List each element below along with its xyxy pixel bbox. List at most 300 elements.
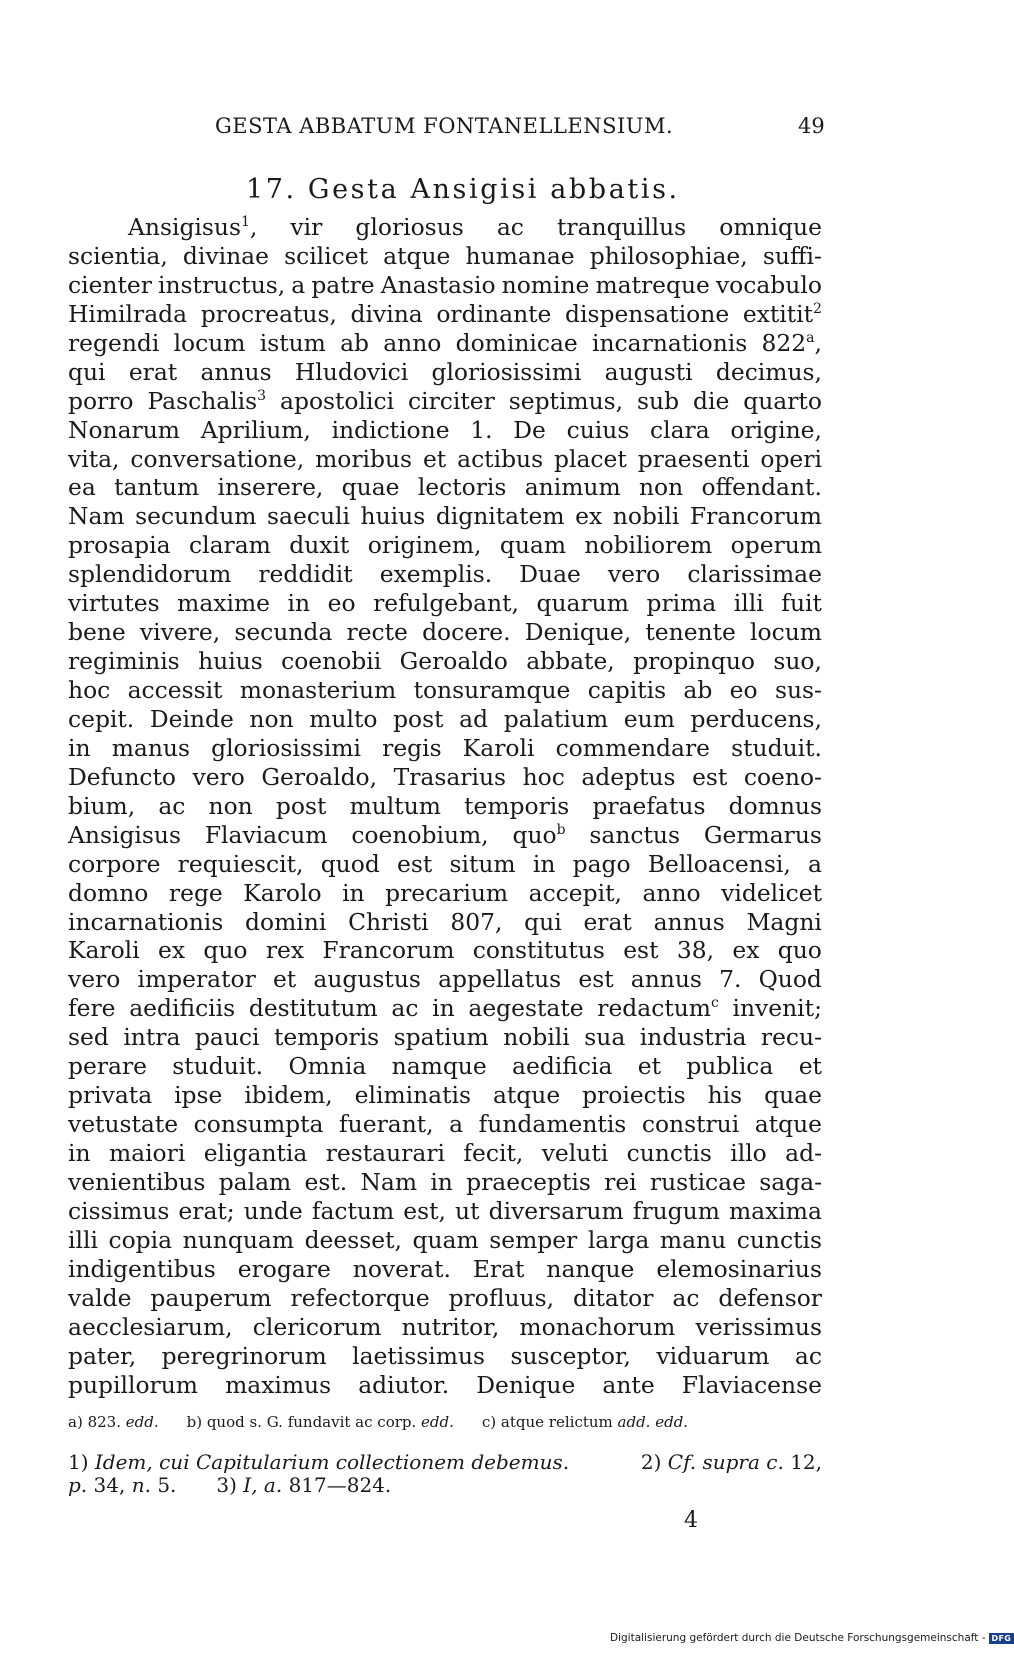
text-line — [68, 589, 822, 618]
word: Erat — [472, 1254, 525, 1283]
apparatus-note: b) quod s. G. fundavit ac corp. edd. — [186, 1413, 454, 1431]
word: frugum — [632, 1196, 720, 1225]
word: non — [249, 704, 294, 733]
word: manus — [111, 733, 190, 762]
text-line — [68, 242, 822, 271]
word: 822$^a$, — [761, 328, 822, 357]
word: peregrinorum — [161, 1341, 327, 1370]
word: nobili — [503, 1023, 570, 1052]
word: quo$^b$ — [512, 820, 566, 849]
word: tantum — [114, 473, 200, 502]
word: Ansigisus$^1$, — [128, 213, 258, 241]
apparatus-note-ital: edd. — [421, 1413, 454, 1431]
word: est — [397, 849, 433, 878]
word: in — [430, 1167, 453, 1196]
text-line — [68, 1226, 822, 1255]
word: huius — [198, 647, 263, 676]
word: precarium — [385, 878, 509, 907]
text-line — [68, 1342, 822, 1371]
word: non — [208, 791, 253, 820]
word: et — [637, 1052, 661, 1081]
text-line — [68, 792, 822, 821]
text-line — [68, 1081, 822, 1110]
word: redactum$^c$ — [597, 994, 719, 1023]
apparatus-note-ital: add. edd. — [617, 1413, 689, 1431]
word: annus — [653, 907, 725, 936]
text-line — [68, 1139, 822, 1168]
word: claram — [188, 531, 271, 560]
word: privata — [68, 1081, 153, 1110]
text-line — [68, 734, 822, 763]
footnote-2-page-abbrev: p. — [68, 1473, 88, 1497]
word: domno — [68, 878, 149, 907]
word: atque — [754, 1110, 822, 1139]
word: namque — [391, 1052, 487, 1081]
word: situm — [449, 849, 516, 878]
word: sanctus — [589, 820, 680, 849]
word: temporis — [464, 791, 570, 820]
word: cienter — [68, 270, 152, 299]
word: eo — [327, 589, 356, 618]
text-line — [68, 850, 822, 879]
text-line — [68, 560, 822, 589]
text-line — [68, 531, 822, 560]
footnote-3-years: 817—824. — [288, 1473, 392, 1497]
word: bium, — [68, 791, 136, 820]
word: aegestate — [468, 994, 584, 1023]
word: defensor — [718, 1283, 822, 1312]
word: Quod — [758, 965, 822, 994]
word: vita, — [68, 444, 120, 473]
word: quam — [499, 531, 567, 560]
word: anno — [642, 878, 701, 907]
apparatus-footnotes — [68, 1413, 688, 1431]
text-line — [68, 618, 822, 647]
text-line — [68, 763, 822, 792]
word: sub — [637, 386, 680, 415]
word: fundamentis — [478, 1110, 627, 1139]
word: ordinante — [436, 299, 552, 328]
text-line — [68, 387, 822, 416]
word: 807, — [450, 907, 503, 936]
word: docere. — [422, 618, 511, 647]
word: veluti — [541, 1139, 609, 1167]
word: eliminatis — [354, 1081, 471, 1110]
word: atque — [383, 241, 451, 270]
text-line — [68, 1197, 822, 1226]
explanatory-footnotes — [68, 1451, 822, 1497]
word: divina — [350, 299, 423, 328]
word: pater, — [68, 1341, 137, 1370]
text-line — [68, 1371, 822, 1400]
word: propinquo — [633, 647, 755, 676]
footnote-2 — [641, 1451, 822, 1474]
word: Karoli — [462, 733, 535, 762]
word: 1. — [470, 415, 493, 444]
word: annus — [200, 357, 272, 386]
text-line — [68, 676, 822, 705]
word: fuerant, — [339, 1110, 434, 1139]
word: laetissimus — [352, 1341, 486, 1370]
word: conversatione, — [130, 444, 305, 473]
word: huius — [360, 502, 426, 531]
word: indictione — [331, 415, 450, 444]
word: gloriosus — [355, 213, 464, 241]
word: scilicet — [284, 241, 368, 270]
word: augustus — [313, 965, 421, 994]
text-line — [68, 1284, 822, 1313]
word: perducens, — [690, 704, 822, 733]
word: Nam — [360, 1167, 418, 1196]
word: dominicae — [455, 328, 578, 357]
word: erat — [583, 907, 632, 936]
word: animum — [524, 473, 621, 502]
word: matreque — [595, 270, 710, 299]
word: nobiliorem — [584, 531, 713, 560]
word: susceptor, — [510, 1341, 631, 1370]
word: humanae — [465, 241, 575, 270]
word: ab — [340, 328, 369, 357]
word: vivere, — [139, 618, 221, 647]
word: maximus — [225, 1370, 332, 1399]
word: Hludovici — [294, 357, 409, 386]
word: instructus, — [158, 270, 286, 299]
word: quam — [412, 1225, 479, 1254]
word: in — [68, 733, 91, 762]
word: perare — [68, 1052, 147, 1081]
word: et — [422, 444, 447, 473]
word: saeculi — [267, 502, 350, 531]
word: Belloacensi, — [647, 849, 791, 878]
word: indigentibus — [68, 1254, 216, 1283]
word: Geroaldo — [399, 647, 508, 676]
word: hoc — [68, 676, 111, 704]
word: coenobii — [281, 647, 382, 676]
word: proiectis — [582, 1081, 686, 1110]
word: spatium — [393, 1023, 489, 1052]
text-line — [68, 473, 822, 502]
word: istum — [259, 328, 326, 357]
word: in — [432, 994, 455, 1023]
word: coenobium, — [351, 820, 489, 849]
word: maiori — [108, 1139, 186, 1167]
word: quarum — [536, 589, 629, 618]
text-line — [68, 1052, 822, 1081]
word: secunda — [234, 618, 333, 647]
word: placet — [554, 444, 627, 473]
text-line — [68, 647, 822, 676]
word: cissimus — [68, 1196, 170, 1225]
word: illi — [733, 589, 764, 618]
word: in — [68, 1139, 91, 1167]
word: cepit. — [68, 704, 135, 733]
text-line — [68, 705, 822, 734]
text-line — [68, 1023, 822, 1052]
word: extitit$^2$ — [742, 299, 822, 328]
word: clarissimae — [687, 560, 822, 589]
word: constitutus — [472, 936, 605, 965]
word: factum — [311, 1196, 395, 1225]
text-line — [68, 994, 822, 1023]
word: est — [578, 965, 614, 994]
word: scientia, — [68, 241, 168, 270]
text-line — [68, 908, 822, 937]
word: ditator — [572, 1283, 654, 1312]
word: intra — [123, 1023, 181, 1052]
word: erat — [128, 357, 178, 386]
word: Omnia — [288, 1052, 367, 1081]
text-line — [68, 358, 822, 387]
word: Anastasio — [380, 270, 496, 299]
word: locum — [173, 328, 246, 357]
word: pago — [572, 849, 631, 878]
apparatus-note-ital: edd. — [125, 1413, 159, 1431]
word: regendi — [68, 328, 160, 357]
word: Deinde — [149, 704, 234, 733]
apparatus-note: c) atque relictum add. edd. — [481, 1413, 689, 1431]
word: domini — [245, 907, 327, 936]
word: 38, — [676, 936, 715, 965]
word: duxit — [289, 531, 350, 560]
word: Karolo — [243, 878, 322, 907]
word: in — [532, 849, 556, 878]
word: Francorum — [322, 936, 455, 965]
word: fere — [68, 994, 116, 1023]
word: clericorum — [252, 1312, 382, 1341]
word: prosapia — [68, 531, 171, 560]
signature-mark: 4 — [684, 1508, 698, 1533]
word: ad — [459, 704, 489, 733]
footnote-marker: c — [710, 995, 719, 1012]
word: quae — [341, 473, 400, 502]
word: regiminis — [68, 647, 180, 676]
word: aedificiis — [129, 994, 236, 1023]
word: videlicet — [721, 878, 822, 907]
word: deesset, — [304, 1225, 402, 1254]
word: valde — [68, 1283, 132, 1312]
footnote-1 — [68, 1451, 569, 1474]
word: suo, — [773, 647, 822, 676]
word: cunctis — [626, 1139, 712, 1167]
text-line — [68, 502, 822, 531]
footnote-marker: 3 — [257, 387, 267, 404]
footnote-line-2 — [68, 1474, 822, 1497]
word: quarto — [743, 386, 822, 415]
text-line — [68, 213, 822, 242]
word: ad- — [785, 1139, 822, 1167]
word: corpore — [68, 849, 161, 878]
word: cunctis — [736, 1225, 822, 1254]
page-number: 49 — [798, 114, 825, 138]
word: Paschalis$^3$ — [147, 386, 267, 415]
word: ex — [575, 502, 603, 531]
word: moribus — [315, 444, 413, 473]
word: ipse — [174, 1081, 223, 1110]
word: Aprilium, — [200, 415, 311, 444]
word: divinae — [182, 241, 269, 270]
word: hoc — [522, 762, 565, 791]
text-line — [68, 1110, 822, 1139]
word: abbate, — [526, 647, 615, 676]
word: eligantia — [203, 1139, 308, 1167]
word: vir — [290, 213, 323, 241]
word: qui — [524, 907, 562, 936]
word: larga — [587, 1225, 650, 1254]
word: Denique — [476, 1370, 576, 1399]
word: nobili — [612, 502, 680, 531]
word: eo — [729, 676, 758, 704]
word: exemplis. — [379, 560, 493, 589]
footnote-2-note: 5. — [157, 1473, 177, 1497]
word: vero — [607, 560, 661, 589]
digitization-credit — [610, 1632, 1014, 1644]
word: praesenti — [637, 444, 750, 473]
word: ex — [732, 936, 760, 965]
word: saga- — [759, 1167, 822, 1196]
word: commendare — [555, 733, 710, 762]
word: gloriosissimi — [211, 733, 362, 762]
word: vetustate — [68, 1110, 179, 1139]
word: philosophiae, — [589, 241, 748, 270]
word: clara — [650, 415, 710, 444]
word: die — [693, 386, 730, 415]
text-line — [68, 271, 822, 300]
word: nunquam — [182, 1225, 295, 1254]
footnote-1-mark: 1) — [68, 1450, 89, 1474]
word: incarnationis — [591, 328, 748, 357]
word: a — [291, 270, 306, 299]
word: ac — [496, 213, 524, 241]
footnote-marker: 2 — [813, 300, 822, 317]
word: aecclesiarum, — [68, 1312, 233, 1341]
word: accessit — [127, 676, 223, 704]
word: accepit, — [528, 878, 622, 907]
word: illo — [730, 1139, 767, 1167]
word: restaurari — [325, 1139, 445, 1167]
word: qui — [68, 357, 106, 386]
word: et — [272, 965, 297, 994]
word: secundum — [135, 502, 257, 531]
word: praefatus — [592, 791, 706, 820]
word: multum — [349, 791, 441, 820]
word: adeptus — [581, 762, 676, 791]
word: Geroaldo, — [261, 762, 378, 791]
word: dispensatione — [565, 299, 730, 328]
word: Denique, — [524, 618, 632, 647]
word: Francorum — [689, 502, 822, 531]
dfg-logo-icon: DFG — [989, 1633, 1014, 1644]
word: illi — [68, 1225, 98, 1254]
word: pauci — [194, 1023, 260, 1052]
text-line — [68, 821, 822, 850]
word: post — [393, 704, 444, 733]
word: rege — [168, 878, 223, 907]
word: rusticae — [649, 1167, 746, 1196]
word: unde — [243, 1196, 303, 1225]
footnote-3-mark: 3) — [216, 1473, 237, 1497]
word: post — [275, 791, 327, 820]
text-line — [68, 300, 822, 329]
word: venientibus — [68, 1167, 206, 1196]
footnote-2-mark: 2) — [640, 1450, 662, 1474]
footnote-2-continuation — [68, 1474, 176, 1497]
word: monachorum — [519, 1312, 676, 1341]
chapter-title: 17. Gesta Ansigisi abbatis. — [246, 174, 680, 205]
word: fecit, — [463, 1139, 524, 1167]
text-line — [68, 1255, 822, 1284]
word: semper — [489, 1225, 578, 1254]
word: sua — [584, 1023, 626, 1052]
word: palam — [218, 1167, 292, 1196]
word: Magni — [746, 907, 822, 936]
word: diversarum — [488, 1196, 624, 1225]
text-line — [68, 1313, 822, 1342]
footnote-2-num: 12, — [790, 1450, 822, 1474]
word: Trasarius — [393, 762, 507, 791]
word: virtutes — [68, 589, 160, 618]
word: Flaviacense — [681, 1370, 822, 1399]
footnote-marker: a — [806, 329, 815, 346]
word: nanque — [546, 1254, 635, 1283]
word: quo — [777, 936, 822, 965]
text-line — [68, 965, 822, 994]
word: et — [798, 1052, 822, 1081]
word: locum — [750, 618, 822, 647]
apparatus-note: a) 823. edd. — [68, 1413, 159, 1431]
word: non — [638, 473, 684, 502]
word: nutritor, — [401, 1312, 500, 1341]
word: ac — [672, 1283, 700, 1312]
word: in — [287, 589, 311, 618]
word: studuit. — [731, 733, 822, 762]
footnote-3 — [216, 1474, 391, 1497]
word: viduarum — [656, 1341, 770, 1370]
credit-text: Digitalisierung gefördert durch die Deutsche Forschungsgemeinschaft - — [610, 1632, 986, 1644]
word: imperator — [137, 965, 256, 994]
word: manu — [659, 1225, 727, 1254]
word: sed — [68, 1023, 109, 1052]
footnote-marker: 1 — [240, 214, 250, 230]
word: maxima — [729, 1196, 822, 1225]
word: prima — [646, 589, 717, 618]
word: patre — [311, 270, 375, 299]
footnote-2-page: 34, — [93, 1473, 126, 1497]
word: decimus, — [715, 357, 822, 386]
word: adiutor. — [358, 1370, 450, 1399]
body-text — [68, 213, 822, 1399]
text-line — [68, 1168, 822, 1197]
word: septimus, — [508, 386, 624, 415]
word: actibus — [457, 444, 544, 473]
word: Nam — [68, 502, 125, 531]
word: tonsuramque — [413, 676, 571, 704]
word: aedificia — [512, 1052, 613, 1081]
footnote-2-ref: Cf. supra c. — [667, 1450, 784, 1474]
word: anno — [383, 328, 442, 357]
word: operum — [730, 531, 822, 560]
word: invenit; — [732, 994, 822, 1023]
word: ex — [158, 936, 186, 965]
word: refectorque — [290, 1283, 430, 1312]
word: est. — [304, 1167, 348, 1196]
word: a — [449, 1110, 464, 1139]
word: lectoris — [417, 473, 507, 502]
word: consumpta — [193, 1110, 324, 1139]
word: dignitatem — [435, 502, 565, 531]
word: operi — [760, 444, 822, 473]
word: omnique — [719, 213, 822, 241]
word: est — [692, 762, 728, 791]
